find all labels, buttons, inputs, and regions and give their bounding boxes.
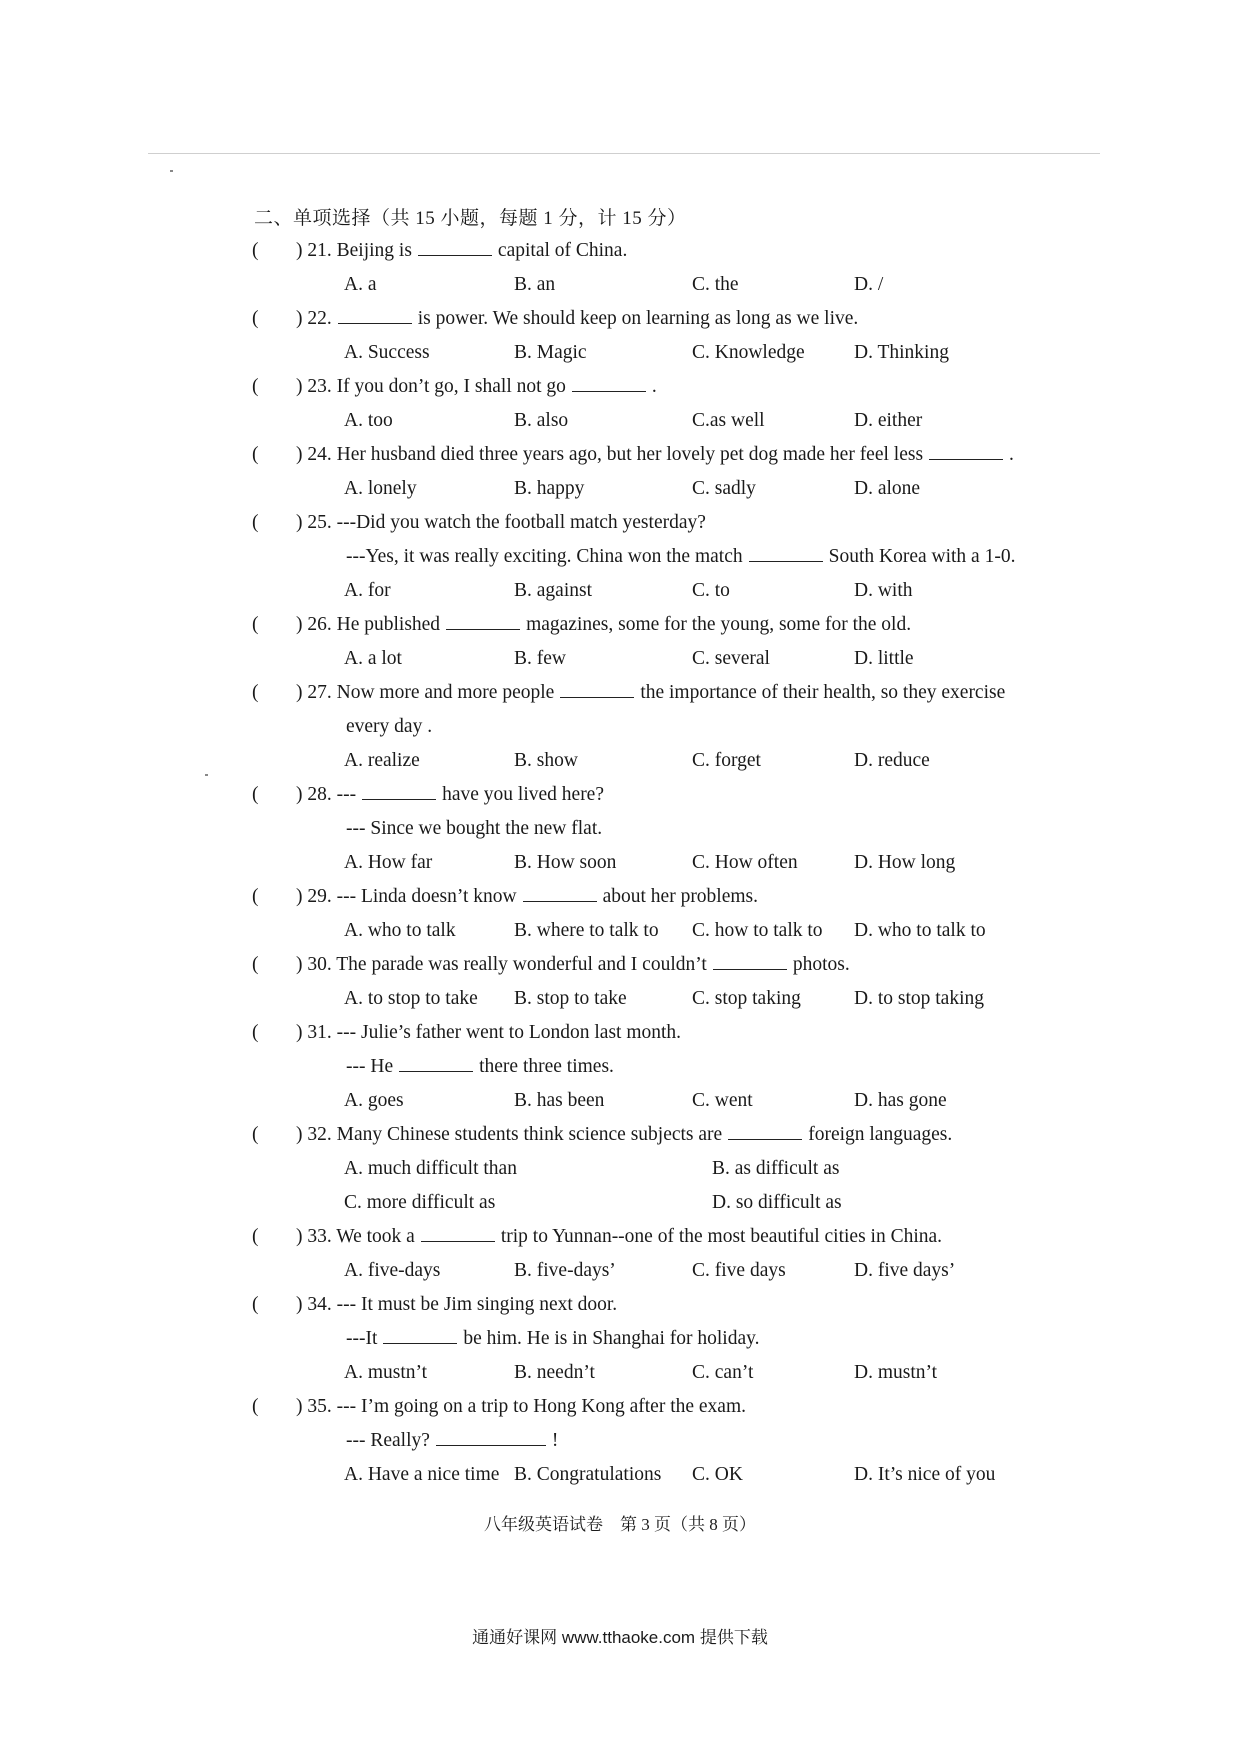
answer-option[interactable]: A. a lot <box>344 648 402 669</box>
answer-option[interactable]: D. How long <box>854 852 956 873</box>
section-title: 二、单项选择（共 15 小题，每题 1 分，计 15 分） <box>254 208 687 229</box>
answer-option[interactable]: A. realize <box>344 750 420 771</box>
question-item <box>252 948 1112 1016</box>
answer-option[interactable]: C. five days <box>692 1260 786 1281</box>
scan-speck <box>205 774 208 776</box>
answer-blank <box>362 779 436 800</box>
answer-option[interactable]: D. little <box>854 648 914 669</box>
question-item <box>252 370 1112 438</box>
question-stem-line <box>252 1390 1112 1424</box>
answer-option[interactable]: C. How often <box>692 852 798 873</box>
question-stem-text: have you lived here? <box>442 784 604 805</box>
answer-option[interactable]: B. an <box>514 274 556 295</box>
question-stem-line <box>252 1016 1112 1050</box>
question-item <box>252 1016 1112 1118</box>
question-stem-text: photos. <box>792 954 850 975</box>
options-row <box>252 268 1112 302</box>
question-stem-text: ) 32. Many Chinese students think science subjects are <box>296 1124 723 1145</box>
answer-bracket: ( <box>252 308 259 329</box>
question-item <box>252 676 1112 778</box>
question-continuation-line <box>252 1050 1112 1084</box>
options-row <box>252 1084 1112 1118</box>
answer-blank <box>728 1119 802 1140</box>
answer-option[interactable]: D. mustn’t <box>854 1362 938 1383</box>
question-continuation <box>346 1322 759 1356</box>
options-row <box>252 574 1112 608</box>
answer-option[interactable]: B. as difficult as <box>712 1158 840 1179</box>
question-stem-line <box>252 676 1112 710</box>
answer-option[interactable]: A. mustn’t <box>344 1362 428 1383</box>
answer-option[interactable]: A. to stop to take <box>344 988 478 1009</box>
question-continuation-text: --- He <box>346 1056 394 1077</box>
question-continuation-line <box>252 540 1112 574</box>
answer-option[interactable]: D. with <box>854 580 913 601</box>
answer-option[interactable]: B. five-days’ <box>514 1260 616 1281</box>
question-stem-text: ) 21. Beijing is <box>296 240 412 261</box>
answer-option[interactable]: D. / <box>854 274 884 295</box>
answer-option[interactable]: B. Magic <box>514 342 587 363</box>
question-stem <box>296 1016 681 1050</box>
scan-speck <box>170 170 173 172</box>
answer-bracket: ( <box>252 1226 259 1247</box>
question-item <box>252 302 1112 370</box>
answer-option[interactable]: C. Knowledge <box>692 342 805 363</box>
question-continuation-line <box>252 812 1112 846</box>
options-row <box>252 642 1112 676</box>
question-stem-text: ) 23. If you don’t go, I shall not go <box>296 376 566 397</box>
question-continuation-line <box>252 1322 1112 1356</box>
question-item <box>252 608 1112 676</box>
question-list <box>252 234 1112 1492</box>
answer-option[interactable]: A. five-days <box>344 1260 441 1281</box>
question-stem <box>296 778 604 812</box>
answer-option[interactable]: D. so difficult as <box>712 1192 842 1213</box>
answer-option[interactable]: D. either <box>854 410 923 431</box>
question-stem-text: ) 29. --- Linda doesn’t know <box>296 886 517 907</box>
answer-blank <box>749 541 823 562</box>
question-stem <box>296 370 657 404</box>
answer-option[interactable]: C. OK <box>692 1464 743 1485</box>
answer-option[interactable]: B. where to talk to <box>514 920 659 941</box>
question-stem-text: . <box>1009 444 1014 465</box>
answer-option[interactable]: A. for <box>344 580 391 601</box>
answer-option[interactable]: C. stop taking <box>692 988 801 1009</box>
question-continuation-text: --- Really? <box>346 1430 430 1451</box>
question-stem <box>296 948 850 982</box>
question-stem-line <box>252 234 1112 268</box>
options-row <box>252 1458 1112 1492</box>
question-item <box>252 880 1112 948</box>
answer-bracket: ( <box>252 376 259 397</box>
answer-option[interactable]: A. How far <box>344 852 433 873</box>
answer-option[interactable]: B. needn’t <box>514 1362 595 1383</box>
top-rule <box>148 153 1100 154</box>
answer-blank <box>436 1425 546 1446</box>
answer-bracket: ( <box>252 240 259 261</box>
answer-option[interactable]: D. It’s nice of you <box>854 1464 996 1485</box>
page-footer: 八年级英语试卷 第 3 页（共 8 页） <box>484 1515 756 1534</box>
question-continuation-text: ---It <box>346 1328 378 1349</box>
answer-blank <box>572 371 646 392</box>
question-stem-line <box>252 438 1112 472</box>
question-stem-line <box>252 506 1112 540</box>
question-stem-text: trip to Yunnan--one of the most beautiful cities in China. <box>500 1226 943 1247</box>
question-stem-line <box>252 1118 1112 1152</box>
answer-blank <box>446 609 520 630</box>
answer-option[interactable]: B. How soon <box>514 852 617 873</box>
options-row <box>252 1186 1112 1220</box>
answer-option[interactable]: D. Thinking <box>854 342 949 363</box>
question-stem-text: magazines, some for the young, some for the old. <box>526 614 912 635</box>
question-stem-text: ) 24. Her husband died three years ago, but her lovely pet dog made her feel less <box>296 444 924 465</box>
question-stem-text: ) 35. --- I’m going on a trip to Hong Kong after the exam. <box>296 1396 747 1417</box>
question-item <box>252 438 1112 506</box>
answer-option[interactable]: A. much difficult than <box>344 1158 517 1179</box>
options-row <box>252 744 1112 778</box>
question-continuation-text: South Korea with a 1-0. <box>828 546 1016 567</box>
question-stem-text: ) 31. --- Julie’s father went to London last month. <box>296 1022 682 1043</box>
answer-option[interactable]: A. too <box>344 410 393 431</box>
answer-option[interactable]: B. has been <box>514 1090 605 1111</box>
answer-option[interactable]: D. who to talk to <box>854 920 986 941</box>
question-stem <box>296 1220 942 1254</box>
question-stem <box>296 1288 617 1322</box>
answer-blank <box>421 1221 495 1242</box>
question-stem-text: ) 34. --- It must be Jim singing next door. <box>296 1294 618 1315</box>
answer-option[interactable]: C. more difficult as <box>344 1192 496 1213</box>
answer-bracket: ( <box>252 886 259 907</box>
answer-bracket: ( <box>252 784 259 805</box>
answer-bracket: ( <box>252 444 259 465</box>
answer-option[interactable]: A. Success <box>344 342 430 363</box>
answer-option[interactable]: D. alone <box>854 478 921 499</box>
question-stem-text: ) 30. The parade was really wonderful and I couldn’t <box>296 954 707 975</box>
question-stem-text: ) 27. Now more and more people <box>296 682 555 703</box>
options-row <box>252 1254 1112 1288</box>
answer-option[interactable]: D. to stop taking <box>854 988 984 1009</box>
answer-option[interactable]: A. Have a nice time <box>344 1464 500 1485</box>
question-stem-text: about her problems. <box>602 886 759 907</box>
question-stem-text: capital of China. <box>497 240 628 261</box>
question-continuation-text: --- Since we bought the new flat. <box>346 818 603 839</box>
question-stem <box>296 1118 952 1152</box>
answer-blank <box>399 1051 473 1072</box>
answer-bracket: ( <box>252 954 259 975</box>
answer-option[interactable]: B. show <box>514 750 578 771</box>
options-row <box>252 914 1112 948</box>
answer-option[interactable]: C. sadly <box>692 478 756 499</box>
question-stem-text: ) 26. He published <box>296 614 441 635</box>
answer-blank <box>523 881 597 902</box>
answer-option[interactable]: C. several <box>692 648 770 669</box>
question-stem-text: is power. We should keep on learning as long as we live. <box>417 308 859 329</box>
question-item <box>252 234 1112 302</box>
answer-option[interactable]: C. how to talk to <box>692 920 823 941</box>
source-watermark: 通通好课网 www.tthaoke.com 提供下载 <box>472 1628 768 1647</box>
question-stem-text: the importance of their health, so they exercise <box>640 682 1006 703</box>
question-stem-text: ) 22. <box>296 308 332 329</box>
question-stem-line <box>252 370 1112 404</box>
question-item <box>252 778 1112 880</box>
answer-option[interactable]: B. happy <box>514 478 585 499</box>
answer-bracket: ( <box>252 1396 259 1417</box>
question-continuation-text: ! <box>551 1430 559 1451</box>
question-stem <box>296 676 1005 710</box>
answer-bracket: ( <box>252 512 259 533</box>
question-stem-text: . <box>651 376 657 397</box>
answer-option[interactable]: B. also <box>514 410 569 431</box>
question-item <box>252 506 1112 608</box>
answer-option[interactable]: C. can’t <box>692 1362 754 1383</box>
question-continuation <box>346 710 432 744</box>
question-stem-text: ) 25. ---Did you watch the football match yesterday? <box>296 512 706 533</box>
question-item <box>252 1118 1112 1220</box>
question-continuation-line <box>252 1424 1112 1458</box>
answer-option[interactable]: C.as well <box>692 410 765 431</box>
question-continuation <box>346 812 602 846</box>
answer-option[interactable]: A. who to talk <box>344 920 456 941</box>
answer-bracket: ( <box>252 682 259 703</box>
question-continuation-line <box>252 710 1112 744</box>
question-continuation-text: every day . <box>346 716 433 737</box>
answer-option[interactable]: A. goes <box>344 1090 404 1111</box>
question-continuation-text: there three times. <box>479 1056 614 1077</box>
question-stem <box>296 1390 746 1424</box>
question-item <box>252 1220 1112 1288</box>
options-row <box>252 1152 1112 1186</box>
answer-option[interactable]: C. forget <box>692 750 761 771</box>
question-stem-line <box>252 880 1112 914</box>
question-continuation-text: be him. He is in Shanghai for holiday. <box>463 1328 760 1349</box>
question-stem-line <box>252 778 1112 812</box>
question-continuation <box>346 1050 614 1084</box>
answer-option[interactable]: A. lonely <box>344 478 417 499</box>
answer-option[interactable]: A. a <box>344 274 377 295</box>
answer-option[interactable]: C. the <box>692 274 739 295</box>
answer-option[interactable]: B. Congratulations <box>514 1464 662 1485</box>
question-stem-text: foreign languages. <box>808 1124 953 1145</box>
options-row <box>252 846 1112 880</box>
question-stem <box>296 506 706 540</box>
question-stem-line <box>252 608 1112 642</box>
question-stem <box>296 234 627 268</box>
question-stem <box>296 438 1014 472</box>
answer-blank <box>338 303 412 324</box>
options-row <box>252 336 1112 370</box>
question-item <box>252 1390 1112 1492</box>
question-item <box>252 1288 1112 1390</box>
answer-blank <box>418 235 492 256</box>
answer-option[interactable]: D. reduce <box>854 750 930 771</box>
question-stem-line <box>252 948 1112 982</box>
answer-bracket: ( <box>252 1022 259 1043</box>
answer-bracket: ( <box>252 614 259 635</box>
question-continuation <box>346 540 1015 574</box>
question-stem-text: ) 28. --- <box>296 784 357 805</box>
options-row <box>252 1356 1112 1390</box>
question-stem-line <box>252 1288 1112 1322</box>
answer-option[interactable]: C. went <box>692 1090 753 1111</box>
question-stem-text: ) 33. We took a <box>296 1226 415 1247</box>
answer-blank <box>713 949 787 970</box>
answer-option[interactable]: B. few <box>514 648 566 669</box>
question-stem-line <box>252 302 1112 336</box>
question-continuation-text: ---Yes, it was really exciting. China won the match <box>346 546 743 567</box>
question-stem <box>296 608 911 642</box>
answer-blank <box>560 677 634 698</box>
answer-bracket: ( <box>252 1124 259 1145</box>
answer-option[interactable]: D. has gone <box>854 1090 947 1111</box>
question-continuation <box>346 1424 558 1458</box>
answer-option[interactable]: D. five days’ <box>854 1260 956 1281</box>
options-row <box>252 472 1112 506</box>
answer-option[interactable]: C. to <box>692 580 730 601</box>
options-row <box>252 982 1112 1016</box>
answer-blank <box>929 439 1003 460</box>
answer-blank <box>383 1323 457 1344</box>
question-stem-line <box>252 1220 1112 1254</box>
answer-bracket: ( <box>252 1294 259 1315</box>
question-stem <box>296 302 858 336</box>
question-stem <box>296 880 758 914</box>
options-row <box>252 404 1112 438</box>
answer-option[interactable]: B. against <box>514 580 592 601</box>
answer-option[interactable]: B. stop to take <box>514 988 627 1009</box>
